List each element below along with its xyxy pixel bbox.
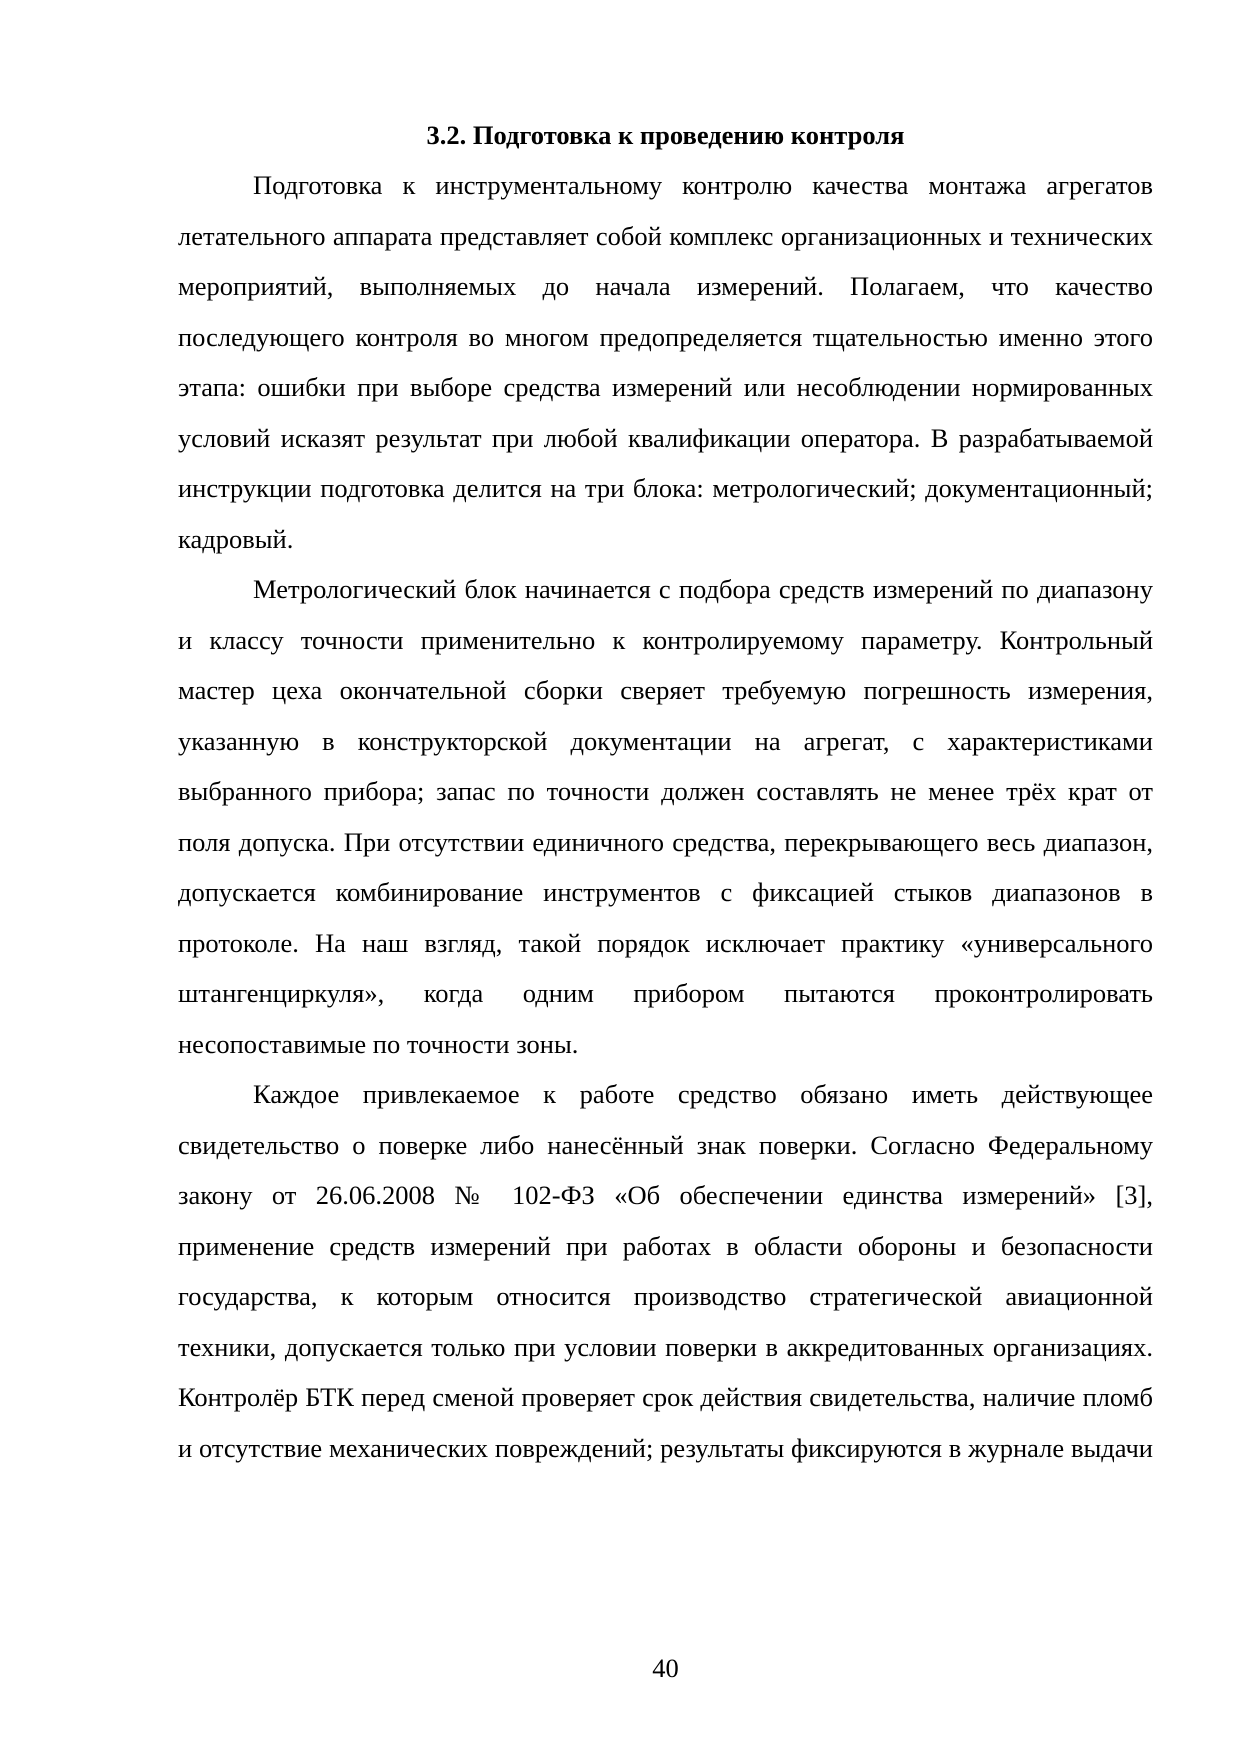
paragraph-verification: Каждое привлекаемое к работе средство обязано иметь действующее свидетельство о поверке либо нанесённый знак поверки. Согласно Федеральному закону от 26.06.2008 № 102-ФЗ «Об обеспечении единства измерений» [3], применение средств измерений при работах в области обороны и безопасности государства, к которым относится производство стратегической авиационной техники, допускается только при условии поверки в аккредитованных организациях. Контролёр БТК перед сменой проверяет срок действия свидетельства, наличие пломб и отсутствие механических повреждений; результаты фиксируются в журнале выдачи	[178, 1079, 1153, 1463]
paragraph-intro: Подготовка к инструментальному контролю качества монтажа агрегатов летательного аппарата представляет собой комплекс организационных и технических мероприятий, выполняемых до начала измерений. Полагаем, что качество последующего контроля во многом предопределяется тщательностью именно этого этапа: ошибки при выборе средства измерений или несоблюдении нормированных условий исказят результат при любой квалификации оператора. В разрабатываемой инструкции подготовка делится на три блока: метрологический; документационный; кадровый.	[178, 170, 1153, 554]
paragraph-metrology: Метрологический блок начинается с подбора средств измерений по диапазону и классу точности применительно к контролируемому параметру. Контрольный мастер цеха окончательной сборки сверяет требуемую погрешность измерения, указанную в конструкторской документации на агрегат, с характеристиками выбранного прибора; запас по точности должен составлять не менее трёх крат от поля допуска. При отсутствии единичного средства, перекрывающего весь диапазон, допускается комбинирование инструментов с фиксацией стыков диапазонов в протоколе. На наш взгляд, такой порядок исключает практику «универсального штангенциркуля», когда одним прибором пытаются проконтролировать несопоставимые по точности зоны.	[178, 574, 1153, 1059]
body-text	[178, 160, 1153, 1473]
page-number: 40	[652, 1653, 679, 1683]
section-heading: 3.2. Подготовка к проведению контроля	[426, 120, 905, 150]
